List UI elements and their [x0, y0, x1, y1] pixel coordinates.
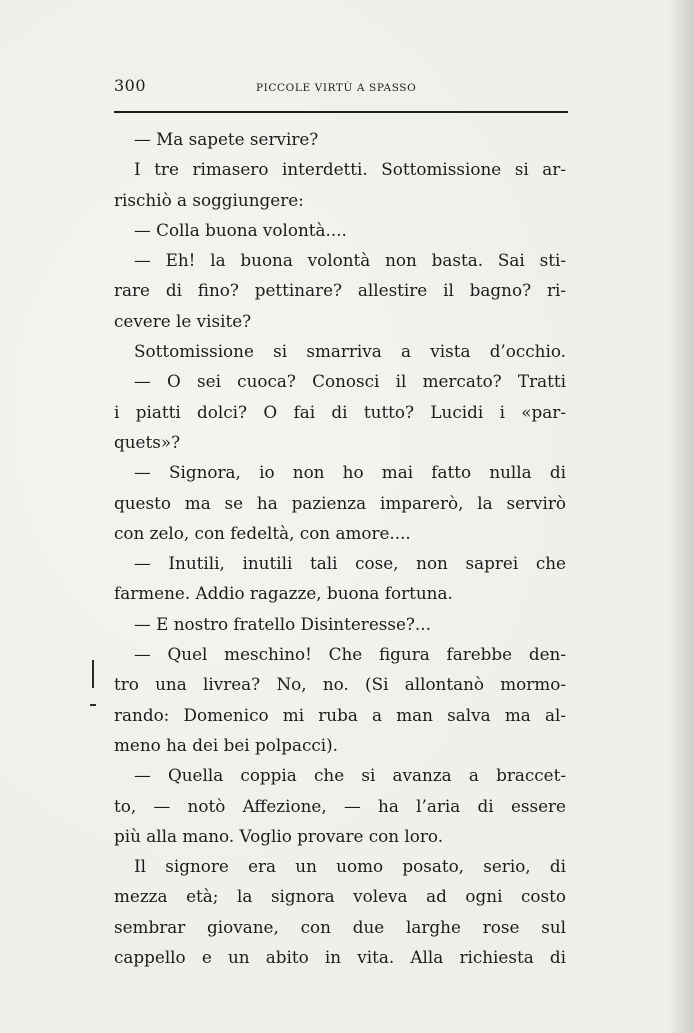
text-line: — Colla buona volontà....	[134, 219, 347, 240]
text-line: — E nostro fratello Disinteresse?...	[134, 613, 431, 634]
text-line: sembrar giovane, con due larghe rose sul	[114, 916, 566, 937]
text-line: meno ha dei bei polpacci).	[114, 734, 338, 755]
text-line: rischiò a soggiungere:	[114, 189, 304, 210]
text-line: mezza età; la signora voleva ad ogni costo	[114, 886, 566, 907]
text-line: Il signore era un uomo posato, serio, di	[134, 856, 566, 877]
text-line: con zelo, con fedeltà, con amore....	[114, 522, 411, 543]
text-line: Sottomissione si smarriva a vista d’occhio.	[134, 341, 566, 362]
text-line: — O sei cuoca? Conosci il mercato? Tratti	[134, 371, 566, 392]
running-title: PICCOLE VIRTÙ A SPASSO	[256, 82, 417, 94]
text-line: rare di fino? pettinare? allestire il bagno? ri-	[114, 280, 566, 301]
text-line: quets»?	[114, 431, 181, 452]
text-line: — Ma sapete servire?	[134, 129, 319, 149]
text-line: — Signora, io non ho mai fatto nulla di	[134, 462, 566, 483]
text-line: questo ma se ha pazienza imparerò, la servirò	[114, 492, 566, 513]
text-line: — Quel meschino! Che figura farebbe den-	[134, 644, 566, 665]
page-number: 300	[114, 76, 147, 95]
body-text	[114, 124, 566, 972]
text-line: più alla mano. Voglio provare con loro.	[114, 825, 444, 846]
header-rule	[114, 111, 568, 113]
text-line: cevere le visite?	[114, 310, 252, 331]
page-edge-shadow	[668, 0, 694, 1033]
text-line: to, — notò Affezione, — ha l’aria di essere	[114, 795, 566, 816]
page-header	[114, 74, 568, 100]
text-line: i piatti dolci? O fai di tutto? Lucidi i «par-	[114, 401, 566, 422]
margin-pencil-mark	[90, 704, 96, 706]
text-line: — Inutili, inutili tali cose, non saprei che	[134, 553, 566, 574]
margin-pencil-mark	[92, 660, 94, 688]
text-line: tro una livrea? No, no. (Si allontanò mormo-	[114, 674, 566, 695]
text-line: rando: Domenico mi ruba a man salva ma al-	[114, 704, 566, 725]
text-line: I tre rimasero interdetti. Sottomissione si ar-	[134, 159, 566, 180]
text-line: — Eh! la buona volontà non basta. Sai sti-	[134, 250, 566, 271]
text-line: — Quella coppia che si avanza a braccet-	[134, 765, 566, 786]
text-line: cappello e un abito in vita. Alla richiesta di	[114, 947, 566, 968]
text-line: farmene. Addio ragazze, buona fortuna.	[114, 583, 453, 604]
